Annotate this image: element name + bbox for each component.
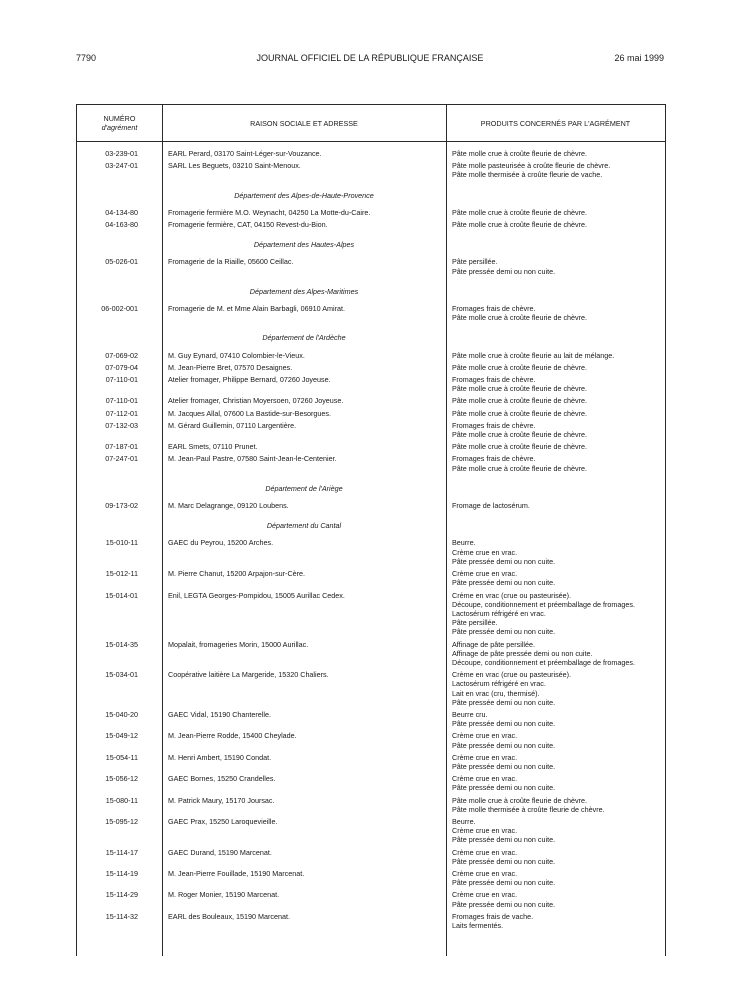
company-name-address: SARL Les Beguets, 03210 Saint-Menoux.: [168, 161, 301, 171]
company-name-address: M. Marc Delagrange, 09120 Loubens.: [168, 501, 289, 511]
department-name: Département des Alpes-de-Haute-Provence: [234, 190, 374, 200]
product-line: Pâte molle pasteurisée à croûte fleurie de chèvre.: [452, 161, 611, 171]
company-name-address: Atelier fromager, Philippe Bernard, 07260 Joyeuse.: [168, 375, 331, 385]
products-cell: [446, 501, 665, 510]
product-line: Pâte molle crue à croûte fleurie de chèvre.: [452, 408, 588, 418]
approval-number: 15-114-19: [105, 868, 138, 878]
table-header: [77, 105, 665, 142]
header-products: PRODUITS CONCERNÉS PAR L'AGRÉMENT: [480, 118, 631, 128]
table-row: [77, 591, 665, 637]
approval-number: 15-095-12: [105, 816, 138, 826]
products-cell: [446, 257, 665, 275]
approval-number: 07-112-01: [105, 408, 138, 418]
table-row: [77, 161, 665, 179]
table-row: [77, 220, 665, 229]
products-cell: [446, 442, 665, 451]
product-line: Pâte pressée demi ou non cuite.: [452, 719, 556, 729]
products-cell: [446, 363, 665, 372]
company-name-address: GAEC Bornes, 15250 Crandelles.: [168, 774, 276, 784]
product-line: Lactosérum réfrigéré en vrac.: [452, 679, 546, 689]
company-name-address: Mopalait, fromageries Morin, 15000 Aurillac.: [168, 639, 309, 649]
table-row: [77, 569, 665, 587]
products-cell: [446, 538, 665, 566]
product-line: Crème crue en vrac.: [452, 752, 518, 762]
product-line: Pâte molle crue à croûte fleurie de chèvre.: [452, 313, 588, 323]
table-row: [77, 421, 665, 439]
company-name-address: M. Patrick Maury, 15170 Joursac.: [168, 795, 275, 805]
product-line: Crème crue en vrac.: [452, 868, 518, 878]
product-line: Fromages frais de chèvre.: [452, 304, 536, 314]
product-line: Pâte molle crue à croûte fleurie de chèvre.: [452, 795, 588, 805]
table-row: [77, 454, 665, 472]
approval-number: 07-110-01: [105, 375, 138, 385]
approval-number: 05-026-01: [105, 257, 138, 267]
company-name-address: Enil, LEGTA Georges-Pompidou, 15005 Aurillac Cedex.: [168, 590, 345, 600]
product-line: Pâte molle crue à croûte fleurie de chèvre.: [452, 149, 588, 158]
journal-title: JOURNAL OFFICIEL DE LA RÉPUBLIQUE FRANÇAISE: [256, 53, 484, 63]
product-line: Lait en vrac (cru, thermisé).: [452, 688, 540, 698]
company-name-address: M. Jean-Paul Pastre, 07580 Saint-Jean-le-Centenier.: [168, 454, 337, 464]
table-row: [77, 753, 665, 771]
product-line: Pâte molle crue à croûte fleurie de chèvre.: [452, 430, 588, 440]
company-name-address: M. Gérard Guillemin, 07110 Largentière.: [168, 420, 297, 430]
products-cell: [446, 848, 665, 866]
company-name-address: M. Jean-Pierre Fouillade, 15190 Marcenat.: [168, 868, 305, 878]
company-name-address: EARL Perard, 03170 Saint-Léger-sur-Vouzance.: [168, 149, 322, 158]
approval-number: 15-014-35: [105, 639, 138, 649]
product-line: Crème crue en vrac.: [452, 826, 518, 836]
table-row: [77, 817, 665, 845]
product-line: Crème crue en vrac.: [452, 774, 518, 784]
product-line: Pâte molle thermisée à croûte fleurie de vache.: [452, 170, 603, 180]
company-name-address: Fromagerie fermière M.O. Weynacht, 04250 La Motte-du-Caire.: [168, 207, 371, 217]
table-row: [77, 912, 665, 930]
approval-number: 15-080-11: [105, 795, 138, 805]
table-row: [77, 442, 665, 451]
products-cell: [446, 710, 665, 728]
product-line: Pâte pressée demi ou non cuite.: [452, 761, 556, 771]
approval-number: 15-114-17: [105, 847, 138, 857]
company-name-address: Atelier fromager, Christian Moyersoen, 07260 Joyeuse.: [168, 396, 344, 406]
product-line: Beurre.: [452, 538, 476, 548]
table-row: [77, 257, 665, 275]
product-line: Crème crue en vrac.: [452, 847, 518, 857]
products-cell: [446, 421, 665, 439]
products-cell: [446, 591, 665, 637]
company-name-address: EARL des Bouleaux, 15190 Marcenat.: [168, 911, 290, 921]
approval-number: 07-079-04: [105, 362, 138, 372]
department-name: Département des Alpes-Maritimes: [249, 286, 359, 296]
product-line: Fromages frais de vache.: [452, 911, 534, 921]
approval-number: 15-056-12: [105, 774, 138, 784]
approval-number: 15-114-29: [105, 890, 138, 900]
company-name-address: EARL Smets, 07110 Prunet.: [168, 442, 258, 452]
table-row: [77, 396, 665, 405]
product-line: Découpe, conditionnement et préemballage de fromages.: [452, 657, 635, 667]
product-line: Laits fermentés.: [452, 921, 504, 930]
product-line: Pâte molle crue à croûte fleurie au lait de mélange.: [452, 350, 615, 360]
company-name-address: GAEC Prax, 15250 Laroquevieille.: [168, 816, 278, 826]
products-cell: [446, 817, 665, 845]
table-row: [77, 208, 665, 217]
products-cell: [446, 208, 665, 217]
company-name-address: GAEC du Peyrou, 15200 Arches.: [168, 538, 274, 548]
approval-number: 15-114-32: [105, 911, 138, 921]
approval-number: 03-247-01: [105, 161, 138, 171]
department-name: Département des Hautes-Alpes: [253, 240, 355, 250]
product-line: Pâte molle crue à croûte fleurie de chèvre.: [452, 396, 588, 406]
table-row: [77, 375, 665, 393]
table-row: [77, 710, 665, 728]
product-line: Pâte pressée demi ou non cuite.: [452, 697, 556, 707]
product-line: Pâte pressée demi ou non cuite.: [452, 899, 556, 909]
product-line: Affinage de pâte persillée.: [452, 639, 535, 649]
product-line: Pâte pressée demi ou non cuite.: [452, 627, 556, 637]
table-row: [77, 731, 665, 749]
publication-date: 26 mai 1999: [614, 53, 664, 63]
products-cell: [446, 796, 665, 814]
products-cell: [446, 220, 665, 229]
approval-number: 15-040-20: [105, 709, 138, 719]
product-line: Fromage de lactosérum.: [452, 501, 530, 511]
product-line: Fromages frais de chèvre.: [452, 454, 536, 464]
product-line: Lactosérum réfrigéré en vrac.: [452, 608, 546, 618]
product-line: Pâte pressée demi ou non cuite.: [452, 266, 556, 276]
product-line: Pâte pressée demi ou non cuite.: [452, 578, 556, 588]
approval-number: 15-014-01: [105, 590, 138, 600]
company-name-address: M. Jacques Allal, 07600 La Bastide-sur-Besorgues.: [168, 408, 332, 418]
company-name-address: M. Jean-Pierre Bret, 07570 Desaignes.: [168, 362, 293, 372]
company-name-address: M. Roger Monier, 15190 Marcenat.: [168, 890, 280, 900]
products-cell: [446, 640, 665, 668]
product-line: Affinage de pâte pressée demi ou non cuite.: [452, 648, 593, 658]
approval-number: 07-187-01: [105, 442, 138, 452]
approval-number: 15-054-11: [105, 752, 138, 762]
header-name: RAISON SOCIALE ET ADRESSE: [250, 118, 358, 128]
product-line: Pâte molle thermisée à croûte fleurie de chèvre.: [452, 804, 605, 814]
department-heading: [77, 513, 665, 538]
product-line: Beurre.: [452, 816, 476, 826]
department-name: Département du Cantal: [266, 521, 342, 531]
approval-number: 04-134-80: [105, 207, 138, 217]
product-line: Fromages frais de chèvre.: [452, 420, 536, 430]
product-line: Pâte pressée demi ou non cuite.: [452, 856, 556, 866]
products-cell: [446, 569, 665, 587]
approval-number: 07-132-03: [105, 420, 138, 430]
product-line: Pâte molle crue à croûte fleurie de chèvre.: [452, 384, 588, 394]
product-line: Pâte pressée demi ou non cuite.: [452, 556, 556, 566]
products-cell: [446, 454, 665, 472]
product-line: Crème crue en vrac.: [452, 890, 518, 900]
header-number-sub: d'agrément: [101, 123, 138, 132]
company-name-address: M. Pierre Chanut, 15200 Arpajon-sur-Cère.: [168, 569, 306, 579]
approval-number: 15-012-11: [105, 569, 138, 579]
products-cell: [446, 375, 665, 393]
table-row: [77, 774, 665, 792]
company-name-address: M. Henri Ambert, 15190 Condat.: [168, 752, 272, 762]
department-heading: [77, 476, 665, 501]
product-line: Pâte persillée.: [452, 618, 498, 628]
approval-number: 09-173-02: [105, 501, 138, 511]
table-row: [77, 538, 665, 566]
page-number: 7790: [76, 53, 97, 63]
company-name-address: Fromagerie de M. et Mme Alain Barbagli, 06910 Amirat.: [168, 304, 345, 314]
table-row: [77, 304, 665, 322]
products-cell: [446, 731, 665, 749]
department-heading: [77, 183, 665, 208]
header-number-label: NUMÉRO: [103, 114, 136, 123]
product-line: Beurre cru.: [452, 709, 488, 719]
department-name: Département de l'Ardèche: [262, 333, 346, 343]
table-body: [77, 149, 665, 933]
approval-table: [76, 104, 666, 956]
approval-number: 04-163-80: [105, 220, 138, 230]
approval-number: 15-034-01: [105, 670, 138, 680]
company-name-address: Fromagerie de la Riaille, 05600 Ceillac.: [168, 257, 294, 267]
product-line: Crème en vrac (crue ou pasteurisée).: [452, 590, 572, 600]
table-row: [77, 869, 665, 887]
product-line: Pâte persillée.: [452, 257, 498, 267]
table-row: [77, 409, 665, 418]
products-cell: [446, 912, 665, 930]
product-line: Crème en vrac (crue ou pasteurisée).: [452, 670, 572, 680]
header-number: [77, 105, 162, 141]
table-row: [77, 351, 665, 360]
department-heading: [77, 232, 665, 257]
products-cell: [446, 409, 665, 418]
product-line: Fromages frais de chèvre.: [452, 375, 536, 385]
approval-number: 06-002-001: [101, 304, 138, 314]
table-row: [77, 670, 665, 707]
table-row: [77, 848, 665, 866]
products-cell: [446, 351, 665, 360]
approval-number: 07-110-01: [105, 396, 138, 406]
department-heading: [77, 325, 665, 350]
product-line: Crème crue en vrac.: [452, 569, 518, 579]
company-name-address: Coopérative laitière La Margeride, 15320 Chaliers.: [168, 670, 329, 680]
page-header: [76, 53, 664, 67]
table-row: [77, 640, 665, 668]
products-cell: [446, 304, 665, 322]
products-cell: [446, 149, 665, 158]
product-line: Pâte pressée demi ou non cuite.: [452, 783, 556, 793]
table-row: [77, 890, 665, 908]
products-cell: [446, 890, 665, 908]
products-cell: [446, 753, 665, 771]
products-cell: [446, 670, 665, 707]
product-line: Découpe, conditionnement et préemballage de fromages.: [452, 599, 635, 609]
product-line: Pâte pressée demi ou non cuite.: [452, 740, 556, 750]
table-row: [77, 501, 665, 510]
products-cell: [446, 161, 665, 179]
approval-number: 15-010-11: [105, 538, 138, 548]
table-row: [77, 149, 665, 158]
company-name-address: GAEC Vidal, 15190 Chanterelle.: [168, 709, 271, 719]
products-cell: [446, 869, 665, 887]
product-line: Pâte pressée demi ou non cuite.: [452, 878, 556, 888]
product-line: Crème crue en vrac.: [452, 547, 518, 557]
products-cell: [446, 774, 665, 792]
product-line: Pâte molle crue à croûte fleurie de chèvre.: [452, 220, 588, 230]
product-line: Pâte molle crue à croûte fleurie de chèvre.: [452, 442, 588, 452]
approval-number: 07-247-01: [105, 454, 138, 464]
table-row: [77, 796, 665, 814]
company-name-address: M. Guy Eynard, 07410 Colombier-le-Vieux.: [168, 350, 305, 360]
product-line: Pâte pressée demi ou non cuite.: [452, 835, 556, 845]
approval-number: 07-069-02: [105, 350, 138, 360]
department-name: Département de l'Ariège: [265, 483, 343, 493]
department-heading: [77, 279, 665, 304]
product-line: Crème crue en vrac.: [452, 731, 518, 741]
company-name-address: Fromagerie fermière, CAT, 04150 Revest-du-Bion.: [168, 220, 328, 230]
company-name-address: M. Jean-Pierre Rodde, 15400 Cheylade.: [168, 731, 297, 741]
product-line: Pâte molle crue à croûte fleurie de chèvre.: [452, 362, 588, 372]
product-line: Pâte molle crue à croûte fleurie de chèvre.: [452, 463, 588, 473]
product-line: Pâte molle crue à croûte fleurie de chèvre.: [452, 207, 588, 217]
approval-number: 15-049-12: [105, 731, 138, 741]
products-cell: [446, 396, 665, 405]
approval-number: 03-239-01: [105, 149, 138, 158]
company-name-address: GAEC Durand, 15190 Marcenat.: [168, 847, 272, 857]
table-row: [77, 363, 665, 372]
